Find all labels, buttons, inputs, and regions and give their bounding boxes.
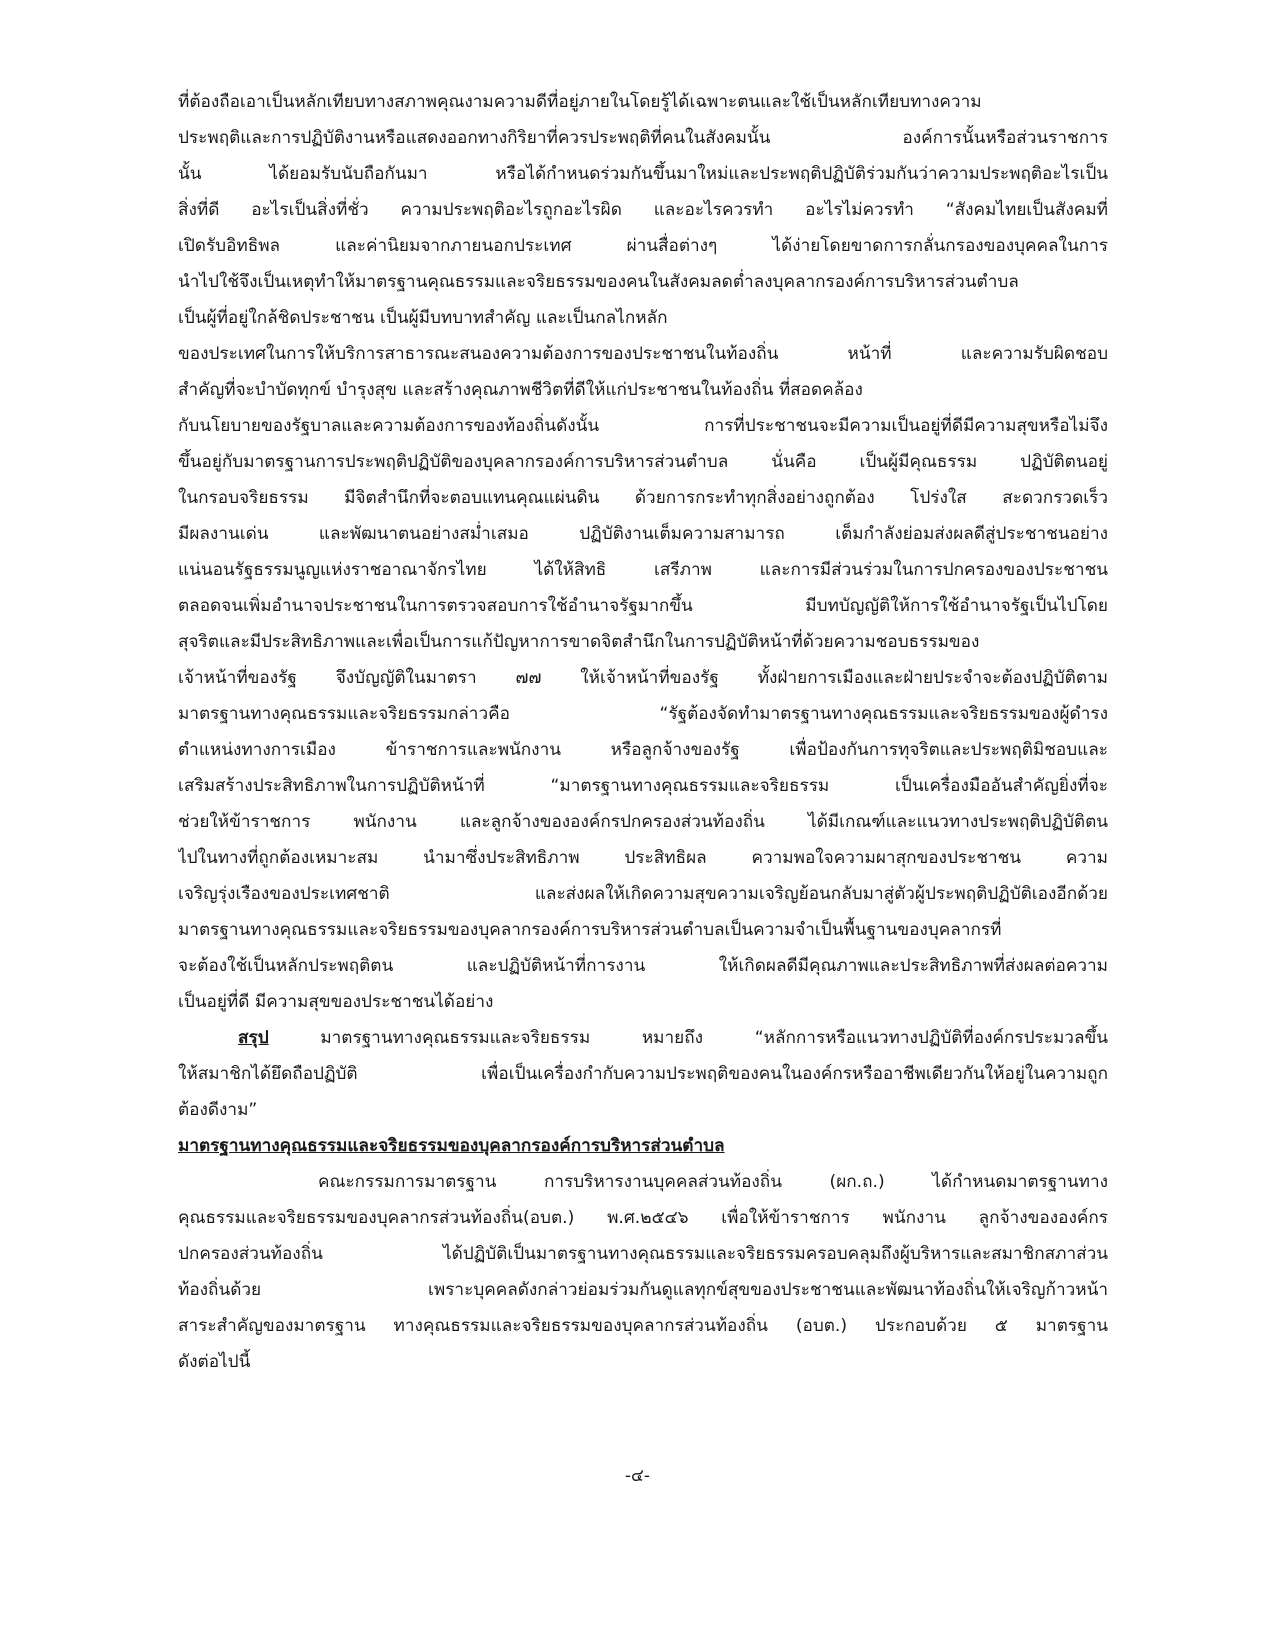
body-line: เป็นอยู่ที่ดี มีความสุขของประชาชนได้อย่าง xyxy=(178,992,494,1012)
summary-line: ให้สมาชิกได้ยึดถือปฏิบัติ เพื่อเป็นเครื่องกำกับความประพฤติของคนในองค์กรหรืออาชีพเดียวกันให้อยู่ในความถูก xyxy=(178,1064,1108,1084)
section-heading: มาตรฐานทางคุณธรรมและจริยธรรมของบุคลากรองค์การบริหารส่วนตำบล xyxy=(178,1136,725,1156)
body-line: ของประเทศในการให้บริการสาธารณะสนองความต้องการของประชาชนในท้องถิ่น หน้าที่ และความรับผิดชอบ xyxy=(178,344,1108,364)
summary-keyword: สรุป xyxy=(238,1028,269,1048)
body-line: เสริมสร้างประสิทธิภาพในการปฏิบัติหน้าที่ “มาตรฐานทางคุณธรรมและจริยธรรม เป็นเครื่องมืออันสำคัญยิ่งที่จะ xyxy=(178,776,1108,796)
body-line: สาระสำคัญของมาตรฐาน ทางคุณธรรมและจริยธรรมของบุคลากรส่วนท้องถิ่น (อบต.) ประกอบด้วย ๕ มาตรฐาน xyxy=(178,1316,1108,1336)
body-line: ดังต่อไปนี้ xyxy=(178,1352,251,1372)
body-line: คุณธรรมและจริยธรรมของบุคลากรส่วนท้องถิ่น(อบต.) พ.ศ.๒๕๔๖ เพื่อให้ข้าราชการ พนักงาน ลูกจ้างขององค์กร xyxy=(178,1208,1108,1228)
body-line: เปิดรับอิทธิพล และค่านิยมจากภายนอกประเทศ ผ่านสื่อต่างๆ ได้ง่ายโดยขาดการกลั่นกรองของบุคคลในการ xyxy=(178,236,1108,256)
body-line: แน่นอนรัฐธรรมนูญแห่งราชอาณาจักรไทย ได้ให้สิทธิ เสรีภาพ และการมีส่วนร่วมในการปกครองของประชาชน xyxy=(178,560,1108,580)
body-line: ในกรอบจริยธรรม มีจิตสำนึกที่จะตอบแทนคุณแผ่นดิน ด้วยการกระทำทุกสิ่งอย่างถูกต้อง โปร่งใส สะดวกรวดเร็ว xyxy=(178,488,1108,508)
page-number: -๔- xyxy=(624,1466,651,1486)
body-line: มีผลงานเด่น และพัฒนาตนอย่างสม่ำเสมอ ปฏิบัติงานเต็มความสามารถ เต็มกำลังย่อมส่งผลดีสู่ประชาชนอย่าง xyxy=(178,524,1108,544)
body-line: ไปในทางที่ถูกต้องเหมาะสม นำมาซึ่งประสิทธิภาพ ประสิทธิผล ความพอใจความผาสุกของประชาชน ความ xyxy=(178,848,1108,868)
body-line: มาตรฐานทางคุณธรรมและจริยธรรมของบุคลากรองค์การบริหารส่วนตำบลเป็นความจำเป็นพื้นฐานของบุคลากรที่ xyxy=(178,920,1002,940)
body-line: ขึ้นอยู่กับมาตรฐานการประพฤติปฏิบัติของบุคลากรองค์การบริหารส่วนตำบล นั่นคือ เป็นผู้มีคุณธรรม ปฏิบัติตนอยู่ xyxy=(178,452,1108,472)
body-line: ตำแหน่งทางการเมือง ข้าราชการและพนักงาน หรือลูกจ้างของรัฐ เพื่อป้องกันการทุจริตและประพฤติมิชอบและ xyxy=(178,740,1108,760)
body-line: เจริญรุ่งเรืองของประเทศชาติ และส่งผลให้เกิดความสุขความเจริญย้อนกลับมาสู่ตัวผู้ประพฤติปฏิบัติเองอีกด้วย xyxy=(178,884,1108,904)
body-line: กับนโยบายของรัฐบาลและความต้องการของท้องถิ่นดังนั้น การที่ประชาชนจะมีความเป็นอยู่ที่ดีมีความสุขหรือไม่จึง xyxy=(178,416,1108,436)
body-line: เป็นผู้ที่อยู่ใกล้ชิดประชาชน เป็นผู้มีบทบาทสำคัญ และเป็นกลไกหลัก xyxy=(178,308,668,328)
summary-line xyxy=(238,1020,1108,1056)
body-line: จะต้องใช้เป็นหลักประพฤติตน และปฏิบัติหน้าที่การงาน ให้เกิดผลดีมีคุณภาพและประสิทธิภาพที่ส่งผลต่อความ xyxy=(178,956,1108,976)
body-line: นำไปใช้จึงเป็นเหตุทำให้มาตรฐานคุณธรรมและจริยธรรมของคนในสังคมลดต่ำลงบุคลากรองค์การบริหารส่วนตำบล xyxy=(178,272,1019,292)
body-line: ช่วยให้ข้าราชการ พนักงาน และลูกจ้างขององค์กรปกครองส่วนท้องถิ่น ได้มีเกณฑ์และแนวทางประพฤติปฏิบัติตน xyxy=(178,812,1108,832)
body-line: ท้องถิ่นด้วย เพราะบุคคลดังกล่าวย่อมร่วมกันดูแลทุกข์สุขของประชาชนและพัฒนาท้องถิ่นให้เจริญก้าวหน้า xyxy=(178,1280,1108,1300)
body-line: เจ้าหน้าที่ของรัฐ จึงบัญญัติในมาตรา ๗๗ ให้เจ้าหน้าที่ของรัฐ ทั้งฝ่ายการเมืองและฝ่ายประจำจะต้องปฏิบัติตาม xyxy=(178,668,1108,688)
body-line: นั้น ได้ยอมรับนับถือกันมา หรือได้กำหนดร่วมกันขึ้นมาใหม่และประพฤติปฏิบัติร่วมกันว่าความประพฤติอะไรเป็น xyxy=(178,164,1108,184)
summary-line: ต้องดีงาม” xyxy=(178,1100,258,1120)
body-line: สุจริตและมีประสิทธิภาพและเพื่อเป็นการแก้ปัญหาการขาดจิตสำนึกในการปฏิบัติหน้าที่ด้วยความชอบธรรมของ xyxy=(178,632,980,652)
body-line: ที่ต้องถือเอาเป็นหลักเทียบทางสภาพคุณงามความดีที่อยู่ภายในโดยรู้ได้เฉพาะตนและใช้เป็นหลักเทียบทางความ xyxy=(178,92,982,112)
summary-text: มาตรฐานทางคุณธรรมและจริยธรรม หมายถึง “หลักการหรือแนวทางปฏิบัติที่องค์กรประมวลขึ้น xyxy=(268,1028,1108,1048)
body-line: ตลอดจนเพิ่มอำนาจประชาชนในการตรวจสอบการใช้อำนาจรัฐมากขึ้น มีบทบัญญัติให้การใช้อำนาจรัฐเป็นไปโดย xyxy=(178,596,1108,616)
body-line: มาตรฐานทางคุณธรรมและจริยธรรมกล่าวคือ “รัฐต้องจัดทำมาตรฐานทางคุณธรรมและจริยธรรมของผู้ดำรง xyxy=(178,704,1108,724)
body-line: สำคัญที่จะบำบัดทุกข์ บำรุงสุข และสร้างคุณภาพชีวิตที่ดีให้แก่ประชาชนในท้องถิ่น ที่สอดคล้อง xyxy=(178,380,863,400)
body-line: ประพฤติและการปฏิบัติงานหรือแสดงออกทางกิริยาที่ควรประพฤติที่คนในสังคมนั้น องค์การนั้นหรือส่วนราชการ xyxy=(178,128,1108,148)
body-line: สิ่งที่ดี อะไรเป็นสิ่งที่ชั่ว ความประพฤติอะไรถูกอะไรผิด และอะไรควรทำ อะไรไม่ควรทำ “สังคมไทยเป็นสังคมที่ xyxy=(178,200,1108,220)
body-line: คณะกรรมการมาตรฐาน การบริหารงานบุคคลส่วนท้องถิ่น (ผก.ถ.) ได้กำหนดมาตรฐานทาง xyxy=(318,1172,1108,1192)
body-line: ปกครองส่วนท้องถิ่น ได้ปฏิบัติเป็นมาตรฐานทางคุณธรรมและจริยธรรมครอบคลุมถึงผู้บริหารและสมาชิกสภาส่วน xyxy=(178,1244,1108,1264)
